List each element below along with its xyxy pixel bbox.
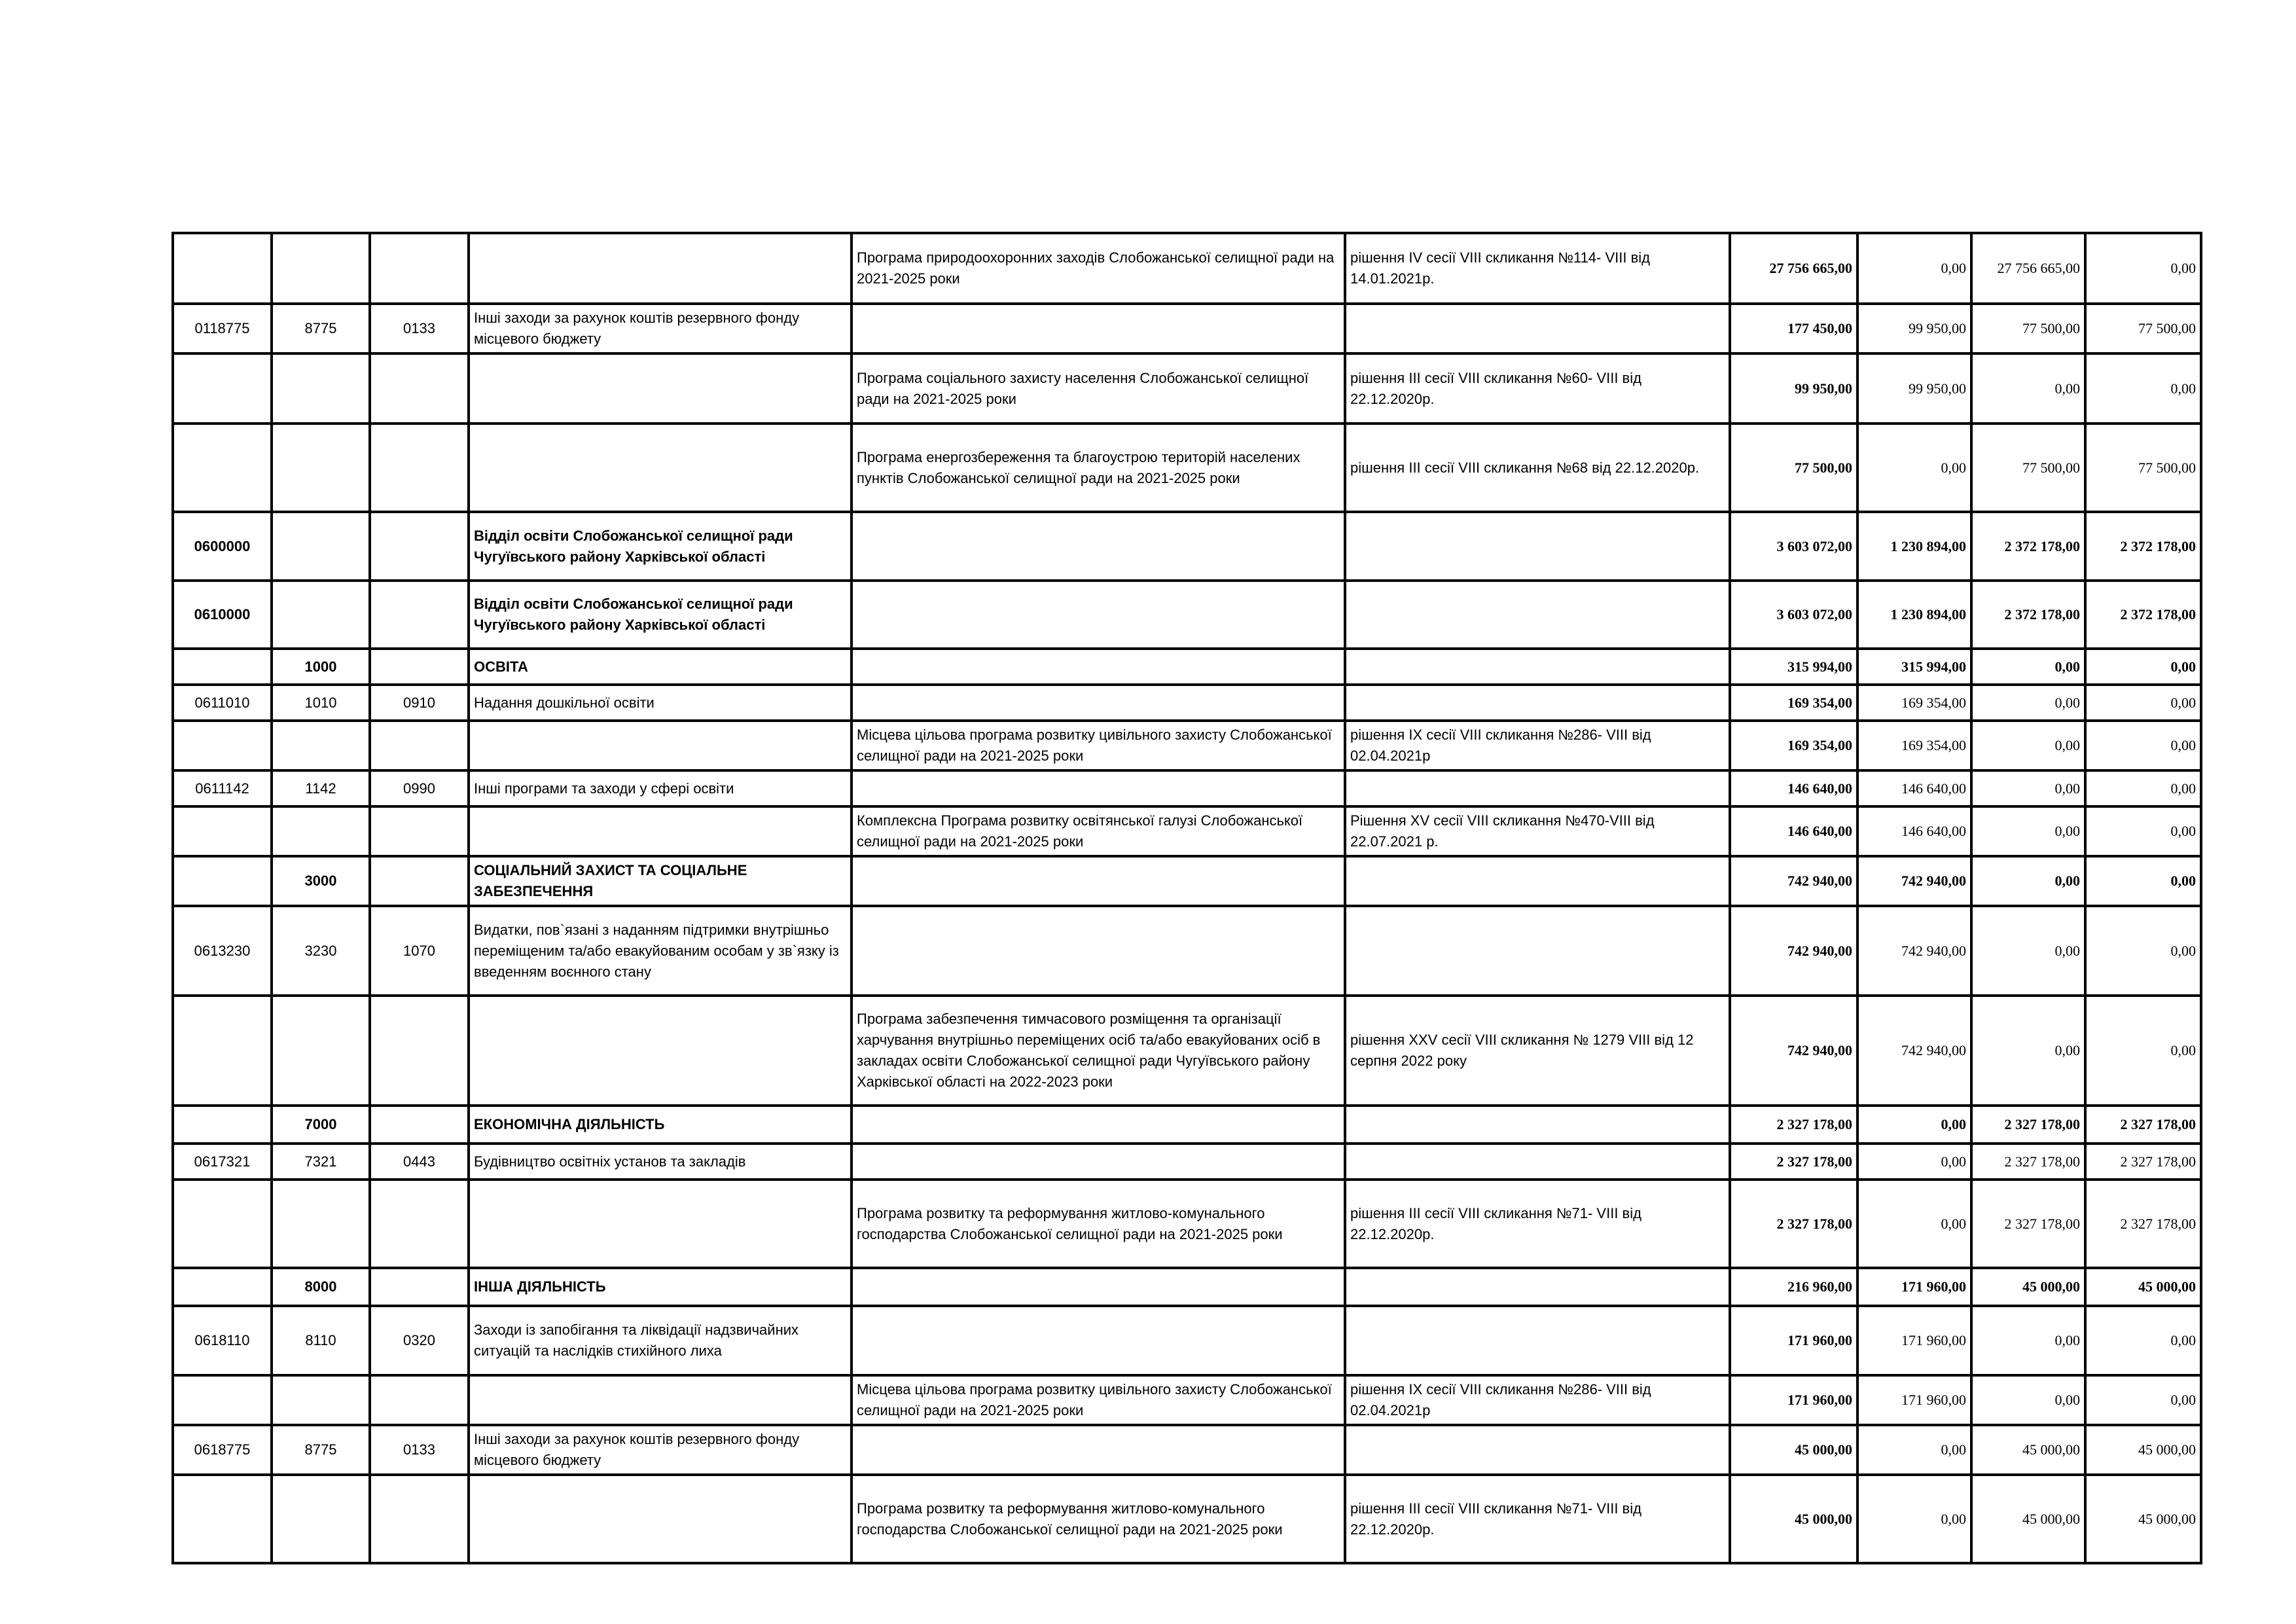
cell-program-code (173, 996, 272, 1106)
cell-function-code: 7000 (272, 1106, 370, 1144)
cell-general-fund: 169 354,00 (1857, 721, 1971, 770)
cell-expense-name (469, 1375, 852, 1425)
cell-development-budget: 77 500,00 (2085, 424, 2201, 512)
cell-function-code: 3000 (272, 856, 370, 906)
cell-development-budget: 45 000,00 (2085, 1268, 2201, 1306)
cell-decision: Рішення XV сесії VIII скликання №470-VIII від 22.07.2021 р. (1345, 806, 1730, 856)
cell-kfk-code: 0443 (370, 1144, 469, 1180)
table-row (173, 581, 2201, 649)
cell-decision: рішення III сесії VIII скликання №60- VIII від 22.12.2020р. (1345, 353, 1730, 424)
table-row (173, 512, 2201, 581)
table-row (173, 1106, 2201, 1144)
cell-special-fund: 0,00 (1971, 906, 2085, 996)
cell-program-code: 0118775 (173, 304, 272, 353)
cell-total: 2 327 178,00 (1730, 1144, 1857, 1180)
cell-function-code: 1000 (272, 649, 370, 685)
cell-expense-name (469, 721, 852, 770)
cell-program-name (852, 856, 1345, 906)
cell-total: 742 940,00 (1730, 996, 1857, 1106)
cell-general-fund: 146 640,00 (1857, 806, 1971, 856)
cell-expense-name: Будівництво освітніх установ та закладів (469, 1144, 852, 1180)
cell-development-budget: 77 500,00 (2085, 304, 2201, 353)
cell-program-name (852, 1268, 1345, 1306)
cell-program-code (173, 1268, 272, 1306)
cell-special-fund: 0,00 (1971, 806, 2085, 856)
cell-total: 27 756 665,00 (1730, 233, 1857, 304)
cell-special-fund: 2 327 178,00 (1971, 1180, 2085, 1268)
cell-decision (1345, 1268, 1730, 1306)
cell-program-name (852, 770, 1345, 806)
cell-decision: рішення III сесії VIII скликання №68 від 22.12.2020р. (1345, 424, 1730, 512)
cell-expense-name: ІНША ДІЯЛЬНІСТЬ (469, 1268, 852, 1306)
table-row (173, 233, 2201, 304)
cell-general-fund: 742 940,00 (1857, 906, 1971, 996)
cell-kfk-code (370, 424, 469, 512)
cell-development-budget: 45 000,00 (2085, 1475, 2201, 1563)
cell-total: 2 327 178,00 (1730, 1180, 1857, 1268)
cell-kfk-code (370, 1375, 469, 1425)
table-row (173, 1425, 2201, 1475)
cell-general-fund: 169 354,00 (1857, 685, 1971, 721)
cell-function-code: 8775 (272, 1425, 370, 1475)
cell-kfk-code: 0910 (370, 685, 469, 721)
table-row (173, 996, 2201, 1106)
cell-decision: рішення XXV сесії VIII скликання № 1279 VIII від 12 серпня 2022 року (1345, 996, 1730, 1106)
cell-program-name: Програма соціального захисту населення Слобожанської селищної ради на 2021-2025 роки (852, 353, 1345, 424)
cell-function-code: 1142 (272, 770, 370, 806)
cell-expense-name: ЕКОНОМІЧНА ДІЯЛЬНІСТЬ (469, 1106, 852, 1144)
cell-total: 45 000,00 (1730, 1425, 1857, 1475)
cell-decision (1345, 1425, 1730, 1475)
cell-program-code (173, 721, 272, 770)
cell-general-fund: 171 960,00 (1857, 1306, 1971, 1375)
cell-special-fund: 45 000,00 (1971, 1425, 2085, 1475)
cell-total: 216 960,00 (1730, 1268, 1857, 1306)
cell-program-code (173, 806, 272, 856)
cell-program-name (852, 1425, 1345, 1475)
table-row (173, 770, 2201, 806)
cell-expense-name: СОЦІАЛЬНИЙ ЗАХИСТ ТА СОЦІАЛЬНЕ ЗАБЕЗПЕЧЕННЯ (469, 856, 852, 906)
cell-program-name: Програма розвитку та реформування житлово-комунального господарства Слобожанської селищної ради на 2021-2025 роки (852, 1180, 1345, 1268)
cell-program-name (852, 512, 1345, 581)
cell-decision: рішення IV сесії VIII скликання №114- VIII від 14.01.2021р. (1345, 233, 1730, 304)
cell-total: 169 354,00 (1730, 685, 1857, 721)
cell-program-name: Програма розвитку та реформування житлово-комунального господарства Слобожанської селищної ради на 2021-2025 роки (852, 1475, 1345, 1563)
cell-program-code: 0613230 (173, 906, 272, 996)
cell-development-budget: 0,00 (2085, 770, 2201, 806)
cell-decision (1345, 649, 1730, 685)
table-row (173, 1306, 2201, 1375)
cell-function-code (272, 1375, 370, 1425)
cell-program-name (852, 304, 1345, 353)
cell-program-code: 0618775 (173, 1425, 272, 1475)
cell-special-fund: 0,00 (1971, 721, 2085, 770)
cell-total: 146 640,00 (1730, 806, 1857, 856)
cell-function-code (272, 581, 370, 649)
table-row (173, 424, 2201, 512)
cell-total: 3 603 072,00 (1730, 581, 1857, 649)
cell-total: 742 940,00 (1730, 856, 1857, 906)
cell-expense-name (469, 353, 852, 424)
cell-program-name: Комплексна Програма розвитку освітянської галузі Слобожанської селищної ради на 2021-2025 роки (852, 806, 1345, 856)
table-row (173, 685, 2201, 721)
cell-general-fund: 1 230 894,00 (1857, 512, 1971, 581)
table-row (173, 721, 2201, 770)
cell-total: 146 640,00 (1730, 770, 1857, 806)
cell-expense-name (469, 1180, 852, 1268)
cell-program-code: 0611142 (173, 770, 272, 806)
cell-program-name (852, 1306, 1345, 1375)
cell-program-code: 0610000 (173, 581, 272, 649)
cell-general-fund: 1 230 894,00 (1857, 581, 1971, 649)
table-row (173, 906, 2201, 996)
cell-program-code: 0618110 (173, 1306, 272, 1375)
cell-special-fund: 0,00 (1971, 685, 2085, 721)
cell-expense-name: Відділ освіти Слобожанської селищної ради Чугуївського району Харківської області (469, 581, 852, 649)
table-row (173, 1475, 2201, 1563)
cell-program-code: 0600000 (173, 512, 272, 581)
cell-kfk-code (370, 856, 469, 906)
cell-expense-name: Інші заходи за рахунок коштів резервного фонду місцевого бюджету (469, 304, 852, 353)
cell-development-budget: 0,00 (2085, 1306, 2201, 1375)
cell-program-code (173, 1375, 272, 1425)
cell-special-fund: 0,00 (1971, 353, 2085, 424)
cell-function-code (272, 996, 370, 1106)
cell-function-code (272, 806, 370, 856)
cell-total: 315 994,00 (1730, 649, 1857, 685)
cell-development-budget: 0,00 (2085, 721, 2201, 770)
table-row (173, 1268, 2201, 1306)
cell-development-budget: 0,00 (2085, 806, 2201, 856)
cell-kfk-code (370, 233, 469, 304)
cell-decision (1345, 1144, 1730, 1180)
cell-expense-name (469, 1475, 852, 1563)
cell-expense-name (469, 233, 852, 304)
cell-kfk-code: 0990 (370, 770, 469, 806)
cell-function-code (272, 1475, 370, 1563)
cell-program-code (173, 233, 272, 304)
cell-program-code: 0617321 (173, 1144, 272, 1180)
cell-development-budget: 2 372 178,00 (2085, 512, 2201, 581)
cell-general-fund: 146 640,00 (1857, 770, 1971, 806)
cell-program-code (173, 353, 272, 424)
cell-program-name: Програма енергозбереження та благоустрою територій населених пунктів Слобожанської селищної ради на 2021-2025 роки (852, 424, 1345, 512)
cell-decision (1345, 856, 1730, 906)
cell-kfk-code (370, 581, 469, 649)
cell-program-code (173, 1475, 272, 1563)
cell-special-fund: 2 372 178,00 (1971, 512, 2085, 581)
cell-decision: рішення IX сесії VIII скликання №286- VIII від 02.04.2021р (1345, 721, 1730, 770)
cell-total: 742 940,00 (1730, 906, 1857, 996)
cell-decision (1345, 1106, 1730, 1144)
cell-expense-name (469, 806, 852, 856)
cell-special-fund: 0,00 (1971, 996, 2085, 1106)
cell-kfk-code (370, 1180, 469, 1268)
cell-function-code (272, 512, 370, 581)
cell-kfk-code: 0320 (370, 1306, 469, 1375)
cell-kfk-code (370, 353, 469, 424)
table-row (173, 856, 2201, 906)
cell-total: 171 960,00 (1730, 1375, 1857, 1425)
cell-total: 171 960,00 (1730, 1306, 1857, 1375)
cell-special-fund: 0,00 (1971, 1306, 2085, 1375)
cell-program-name (852, 1106, 1345, 1144)
cell-kfk-code (370, 1475, 469, 1563)
cell-function-code: 8000 (272, 1268, 370, 1306)
cell-program-name (852, 581, 1345, 649)
cell-program-name (852, 649, 1345, 685)
cell-special-fund: 45 000,00 (1971, 1475, 2085, 1563)
cell-special-fund: 0,00 (1971, 649, 2085, 685)
cell-general-fund: 171 960,00 (1857, 1375, 1971, 1425)
cell-function-code (272, 1180, 370, 1268)
cell-general-fund: 0,00 (1857, 1475, 1971, 1563)
cell-special-fund: 45 000,00 (1971, 1268, 2085, 1306)
cell-kfk-code (370, 1106, 469, 1144)
cell-expense-name: ОСВІТА (469, 649, 852, 685)
cell-decision (1345, 770, 1730, 806)
cell-special-fund: 0,00 (1971, 770, 2085, 806)
cell-program-code (173, 856, 272, 906)
cell-expense-name (469, 424, 852, 512)
cell-program-name (852, 1144, 1345, 1180)
cell-program-code (173, 1180, 272, 1268)
cell-special-fund: 2 327 178,00 (1971, 1144, 2085, 1180)
cell-program-name: Місцева цільова програма розвитку цивільного захисту Слобожанської селищної ради на 2021-2025 роки (852, 1375, 1345, 1425)
cell-total: 169 354,00 (1730, 721, 1857, 770)
cell-special-fund: 77 500,00 (1971, 424, 2085, 512)
cell-development-budget: 45 000,00 (2085, 1425, 2201, 1475)
cell-program-name: Програма забезпечення тимчасового розміщення та організації харчування внутрішньо переміщених осіб та/або евакуйованих осіб в закладах освіти Слобожанської селищної ради Чугуївського району Харківської області на 2022-2023 роки (852, 996, 1345, 1106)
cell-function-code (272, 353, 370, 424)
cell-development-budget: 2 372 178,00 (2085, 581, 2201, 649)
cell-decision: рішення III сесії VIII скликання №71- VIII від 22.12.2020р. (1345, 1180, 1730, 1268)
cell-kfk-code: 0133 (370, 1425, 469, 1475)
cell-kfk-code (370, 996, 469, 1106)
cell-general-fund: 99 950,00 (1857, 353, 1971, 424)
cell-program-code (173, 424, 272, 512)
cell-decision: рішення III сесії VIII скликання №71- VIII від 22.12.2020р. (1345, 1475, 1730, 1563)
cell-total: 2 327 178,00 (1730, 1106, 1857, 1144)
cell-kfk-code: 1070 (370, 906, 469, 996)
table-row (173, 1144, 2201, 1180)
cell-general-fund: 171 960,00 (1857, 1268, 1971, 1306)
cell-general-fund: 0,00 (1857, 1180, 1971, 1268)
cell-development-budget: 0,00 (2085, 233, 2201, 304)
cell-general-fund: 0,00 (1857, 233, 1971, 304)
table-row (173, 649, 2201, 685)
cell-expense-name: Інші заходи за рахунок коштів резервного фонду місцевого бюджету (469, 1425, 852, 1475)
cell-decision (1345, 304, 1730, 353)
table-body (173, 233, 2201, 1563)
cell-special-fund: 0,00 (1971, 1375, 2085, 1425)
cell-total: 177 450,00 (1730, 304, 1857, 353)
cell-function-code (272, 721, 370, 770)
cell-general-fund: 0,00 (1857, 1144, 1971, 1180)
table-row (173, 1180, 2201, 1268)
cell-program-name (852, 685, 1345, 721)
cell-general-fund: 0,00 (1857, 1425, 1971, 1475)
cell-special-fund: 2 327 178,00 (1971, 1106, 2085, 1144)
cell-total: 3 603 072,00 (1730, 512, 1857, 581)
cell-total: 45 000,00 (1730, 1475, 1857, 1563)
cell-kfk-code: 0133 (370, 304, 469, 353)
cell-development-budget: 0,00 (2085, 856, 2201, 906)
table-row (173, 353, 2201, 424)
cell-decision (1345, 906, 1730, 996)
cell-special-fund: 27 756 665,00 (1971, 233, 2085, 304)
budget-table (171, 232, 2202, 1564)
table-row (173, 806, 2201, 856)
cell-kfk-code (370, 806, 469, 856)
cell-development-budget: 0,00 (2085, 353, 2201, 424)
cell-decision (1345, 581, 1730, 649)
cell-expense-name: Інші програми та заходи у сфері освіти (469, 770, 852, 806)
cell-function-code (272, 424, 370, 512)
cell-general-fund: 742 940,00 (1857, 996, 1971, 1106)
cell-kfk-code (370, 649, 469, 685)
table-row (173, 1375, 2201, 1425)
cell-function-code: 1010 (272, 685, 370, 721)
cell-expense-name: Видатки, пов`язані з наданням підтримки внутрішньо переміщеним та/або евакуйованим особам у зв`язку із введенням воєнного стану (469, 906, 852, 996)
cell-special-fund: 0,00 (1971, 856, 2085, 906)
cell-total: 99 950,00 (1730, 353, 1857, 424)
cell-decision (1345, 685, 1730, 721)
cell-program-code (173, 1106, 272, 1144)
cell-general-fund: 0,00 (1857, 1106, 1971, 1144)
cell-kfk-code (370, 721, 469, 770)
cell-decision (1345, 512, 1730, 581)
cell-development-budget: 0,00 (2085, 996, 2201, 1106)
cell-program-name (852, 906, 1345, 996)
cell-decision: рішення IX сесії VIII скликання №286- VIII від 02.04.2021р (1345, 1375, 1730, 1425)
cell-general-fund: 315 994,00 (1857, 649, 1971, 685)
cell-general-fund: 99 950,00 (1857, 304, 1971, 353)
cell-expense-name: Відділ освіти Слобожанської селищної ради Чугуївського району Харківської області (469, 512, 852, 581)
cell-function-code: 8110 (272, 1306, 370, 1375)
cell-special-fund: 77 500,00 (1971, 304, 2085, 353)
cell-general-fund: 742 940,00 (1857, 856, 1971, 906)
cell-function-code: 7321 (272, 1144, 370, 1180)
cell-program-name: Програма природоохоронних заходів Слобожанської селищної ради на 2021-2025 роки (852, 233, 1345, 304)
cell-program-code (173, 649, 272, 685)
cell-kfk-code (370, 512, 469, 581)
cell-development-budget: 2 327 178,00 (2085, 1180, 2201, 1268)
cell-function-code (272, 233, 370, 304)
cell-development-budget: 0,00 (2085, 906, 2201, 996)
cell-general-fund: 0,00 (1857, 424, 1971, 512)
cell-expense-name: Заходи із запобігання та ліквідації надзвичайних ситуацій та наслідків стихійного лиха (469, 1306, 852, 1375)
cell-kfk-code (370, 1268, 469, 1306)
cell-development-budget: 0,00 (2085, 1375, 2201, 1425)
table-row (173, 304, 2201, 353)
cell-function-code: 3230 (272, 906, 370, 996)
cell-total: 77 500,00 (1730, 424, 1857, 512)
cell-development-budget: 0,00 (2085, 649, 2201, 685)
cell-development-budget: 2 327 178,00 (2085, 1106, 2201, 1144)
cell-decision (1345, 1306, 1730, 1375)
cell-development-budget: 0,00 (2085, 685, 2201, 721)
cell-program-name: Місцева цільова програма розвитку цивільного захисту Слобожанської селищної ради на 2021-2025 роки (852, 721, 1345, 770)
cell-program-code: 0611010 (173, 685, 272, 721)
cell-expense-name (469, 996, 852, 1106)
cell-function-code: 8775 (272, 304, 370, 353)
cell-development-budget: 2 327 178,00 (2085, 1144, 2201, 1180)
cell-special-fund: 2 372 178,00 (1971, 581, 2085, 649)
cell-expense-name: Надання дошкільної освіти (469, 685, 852, 721)
